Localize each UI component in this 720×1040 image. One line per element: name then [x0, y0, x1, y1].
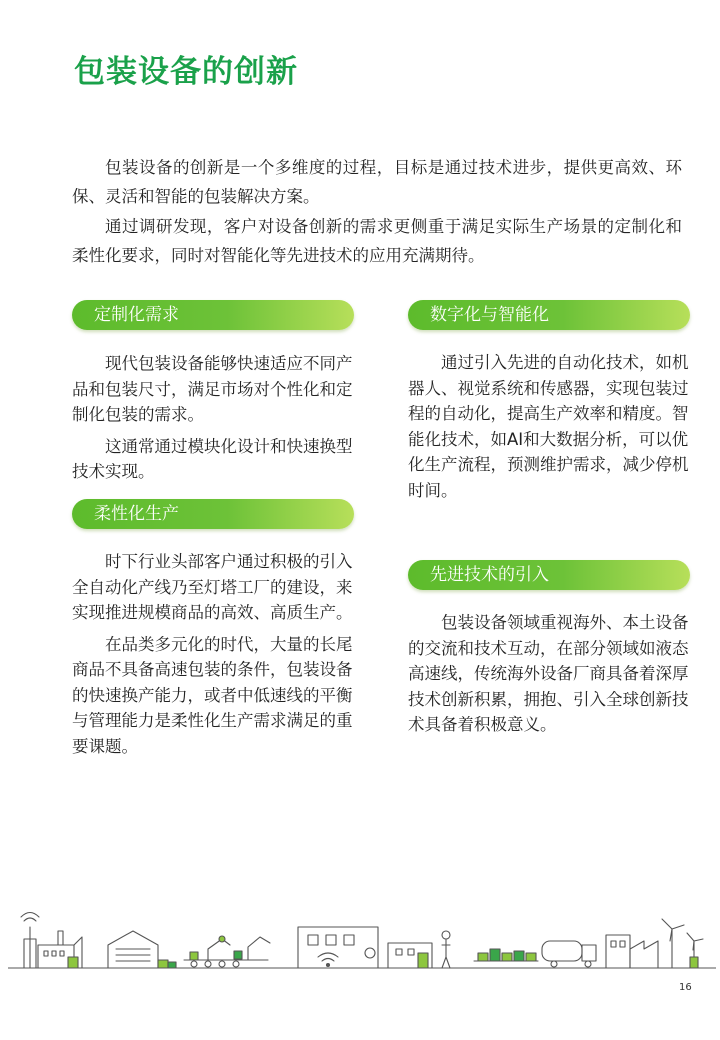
robot-arm-icon — [184, 936, 270, 967]
intro-paragraph-2: 通过调研发现，客户对设备创新的需求更侧重于满足实际生产场景的定制化和柔性化要求，同时对智能化等先进技术的应用充满期待。 — [72, 217, 682, 265]
section-heading-flexible: 柔性化生产 — [72, 499, 354, 529]
digital-paragraph-1: 通过引入先进的自动化技术，如机器人、视觉系统和传感器，实现包装过程的自动化，提高生产效率和精度。智能化技术，如AI和大数据分析，可以优化生产流程，预测维护需求，减少停机时间。 — [408, 353, 689, 500]
section-flexible-body — [72, 549, 362, 765]
industrial-skyline-illustration — [8, 905, 716, 971]
custom-paragraph-1: 现代包装设备能够快速适应不同产品和包装尺寸，满足市场对个性化和定制化包装的需求。 — [72, 354, 353, 424]
custom-paragraph-2: 这通常通过模块化设计和快速换型技术实现。 — [72, 436, 353, 481]
section-advanced-body — [408, 610, 698, 744]
section-heading-advanced: 先进技术的引入 — [408, 560, 690, 590]
section-digital-body — [408, 350, 690, 509]
factory-building-icon — [38, 931, 82, 968]
section-heading-digital: 数字化与智能化 — [408, 300, 690, 330]
production-building-icon — [388, 931, 450, 968]
section-custom-body — [72, 351, 362, 491]
factory-chimney-icon — [606, 935, 658, 968]
crates-icon — [474, 949, 538, 961]
flexible-paragraph-1: 时下行业头部客户通过积极的引入全自动化产线乃至灯塔工厂的建设，来实现推进规模商品的高效、高质生产。 — [72, 552, 353, 622]
smart-factory-icon — [298, 927, 378, 968]
warehouse-icon — [108, 931, 176, 968]
wind-turbine-icon — [662, 919, 703, 968]
advanced-paragraph-1: 包装设备领域重视海外、本土设备的交流和技术互动，在部分领域如液态高速线，传统海外设备厂商具备着深厚技术创新积累，拥抱、引入全球创新技术具备着积极意义。 — [408, 613, 689, 734]
section-heading-custom: 定制化需求 — [72, 300, 354, 330]
intro-paragraph-1: 包装设备的创新是一个多维度的过程，目标是通过技术进步，提供更高效、环保、灵活和智能的包装解决方案。 — [72, 158, 682, 206]
tanker-truck-icon — [542, 941, 596, 967]
page-title: 包装设备的创新 — [74, 54, 298, 90]
page-number: 16 — [679, 982, 692, 993]
flexible-paragraph-2: 在品类多元化的时代，大量的长尾商品不具备高速包装的条件，包装设备的快速换产能力，或者中低速线的平衡与管理能力是柔性化生产需求满足的重要课题。 — [72, 634, 353, 756]
antenna-icon — [21, 913, 39, 969]
